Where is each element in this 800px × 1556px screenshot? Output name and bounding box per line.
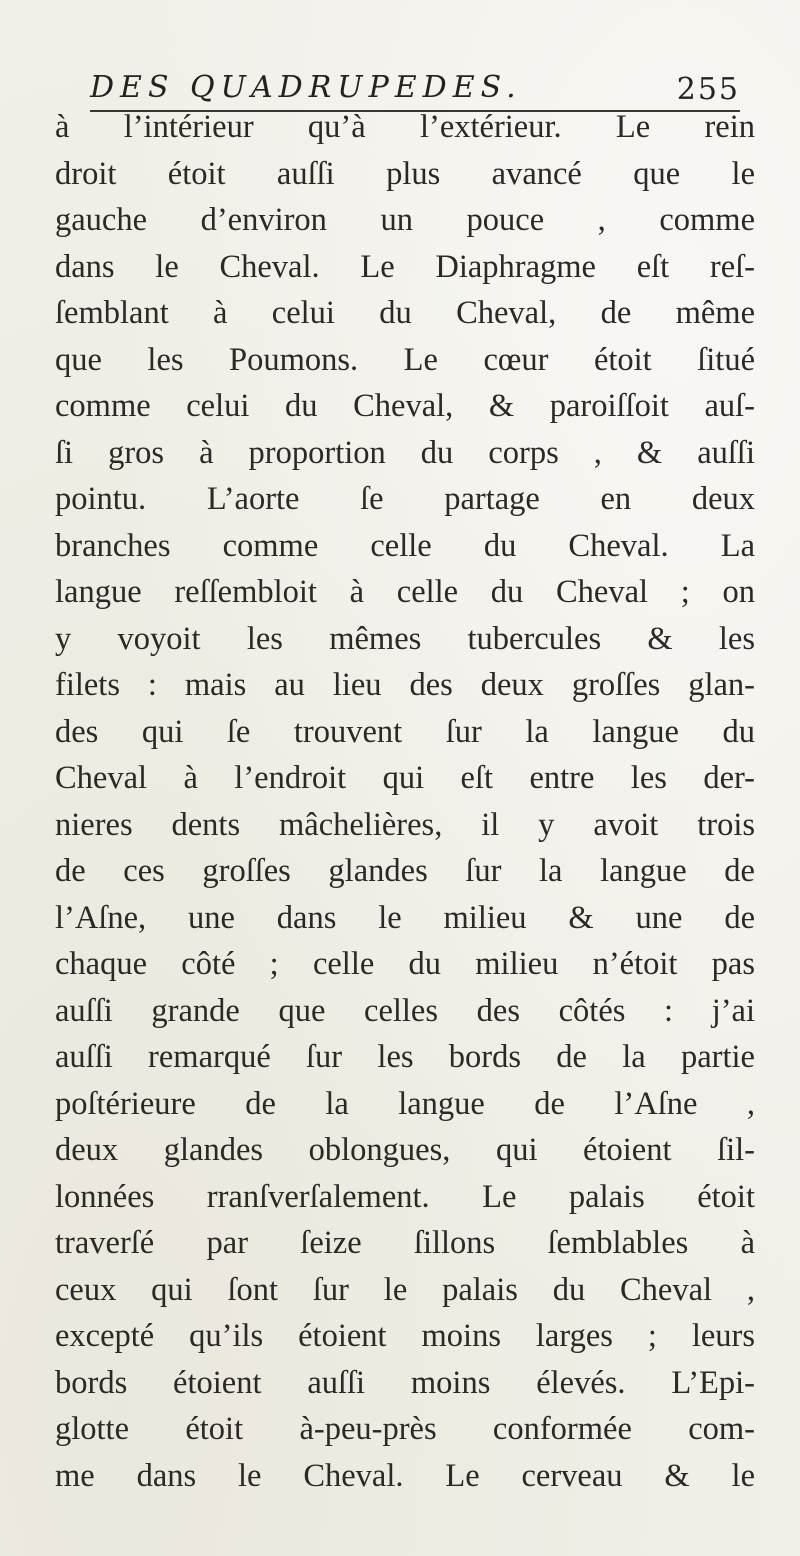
text-line: gauche d’environ un pouce , comme [55,202,755,238]
text-line: dans le Cheval. Le Diaphragme eſt reſ- [55,248,755,285]
text-line: chaque côté ; celle du milieu n’étoit pas [55,946,755,982]
text-line: droit étoit auſſi plus avancé que le [55,155,755,192]
text-line: ſi gros à proportion du corps , & auſſi [55,434,755,471]
page-number: 255 [676,72,740,107]
text-line: filets : mais au lieu des deux groſſes glan- [55,667,755,703]
text-line: à l’intérieur qu’à l’extérieur. Le rein [55,109,755,145]
text-line: branches comme celle du Cheval. La [55,527,755,564]
text-line: bords étoient auſſi moins élevés. L’Epi- [55,1364,755,1401]
text-line: lonnées rranſverſalement. Le palais étoit [55,1178,755,1215]
text-line: poſtérieure de la langue de l’Aſne , [55,1085,755,1122]
text-line: deux glandes oblongues, qui étoient ſil- [55,1132,755,1168]
text-line: me dans le Cheval. Le cerveau & le [55,1457,755,1494]
text-line: glotte étoit à-peu-près conformée com- [55,1411,755,1447]
text-line: nieres dents mâchelières, il y avoit trois [55,806,755,843]
text-line: comme celui du Cheval, & paroiſſoit auſ- [55,388,755,424]
text-line: auſſi remarqué ſur les bords de la partie [55,1039,755,1075]
text-line: pointu. L’aorte ſe partage en deux [55,481,755,517]
body-text [55,104,755,1499]
text-line: des qui ſe trouvent ſur la langue du [55,713,755,750]
text-line: ceux qui ſont ſur le palais du Cheval , [55,1271,755,1308]
text-line: Cheval à l’endroit qui eſt entre les der- [55,760,755,796]
text-line: l’Aſne, une dans le milieu & une de [55,899,755,936]
text-line: que les Poumons. Le cœur étoit ſitué [55,341,755,378]
text-line: excepté qu’ils étoient moins larges ; leurs [55,1318,755,1354]
text-line: de ces groſſes glandes ſur la langue de [55,853,755,889]
running-head: DES QUADRUPEDES. [90,70,522,105]
text-line: langue reſſembloit à celle du Cheval ; on [55,574,755,610]
text-line: traverſé par ſeize ſillons ſemblables à [55,1225,755,1261]
text-line: ſemblant à celui du Cheval, de même [55,295,755,331]
text-line: y voyoit les mêmes tubercules & les [55,620,755,657]
text-line: auſſi grande que celles des côtés : j’ai [55,992,755,1029]
